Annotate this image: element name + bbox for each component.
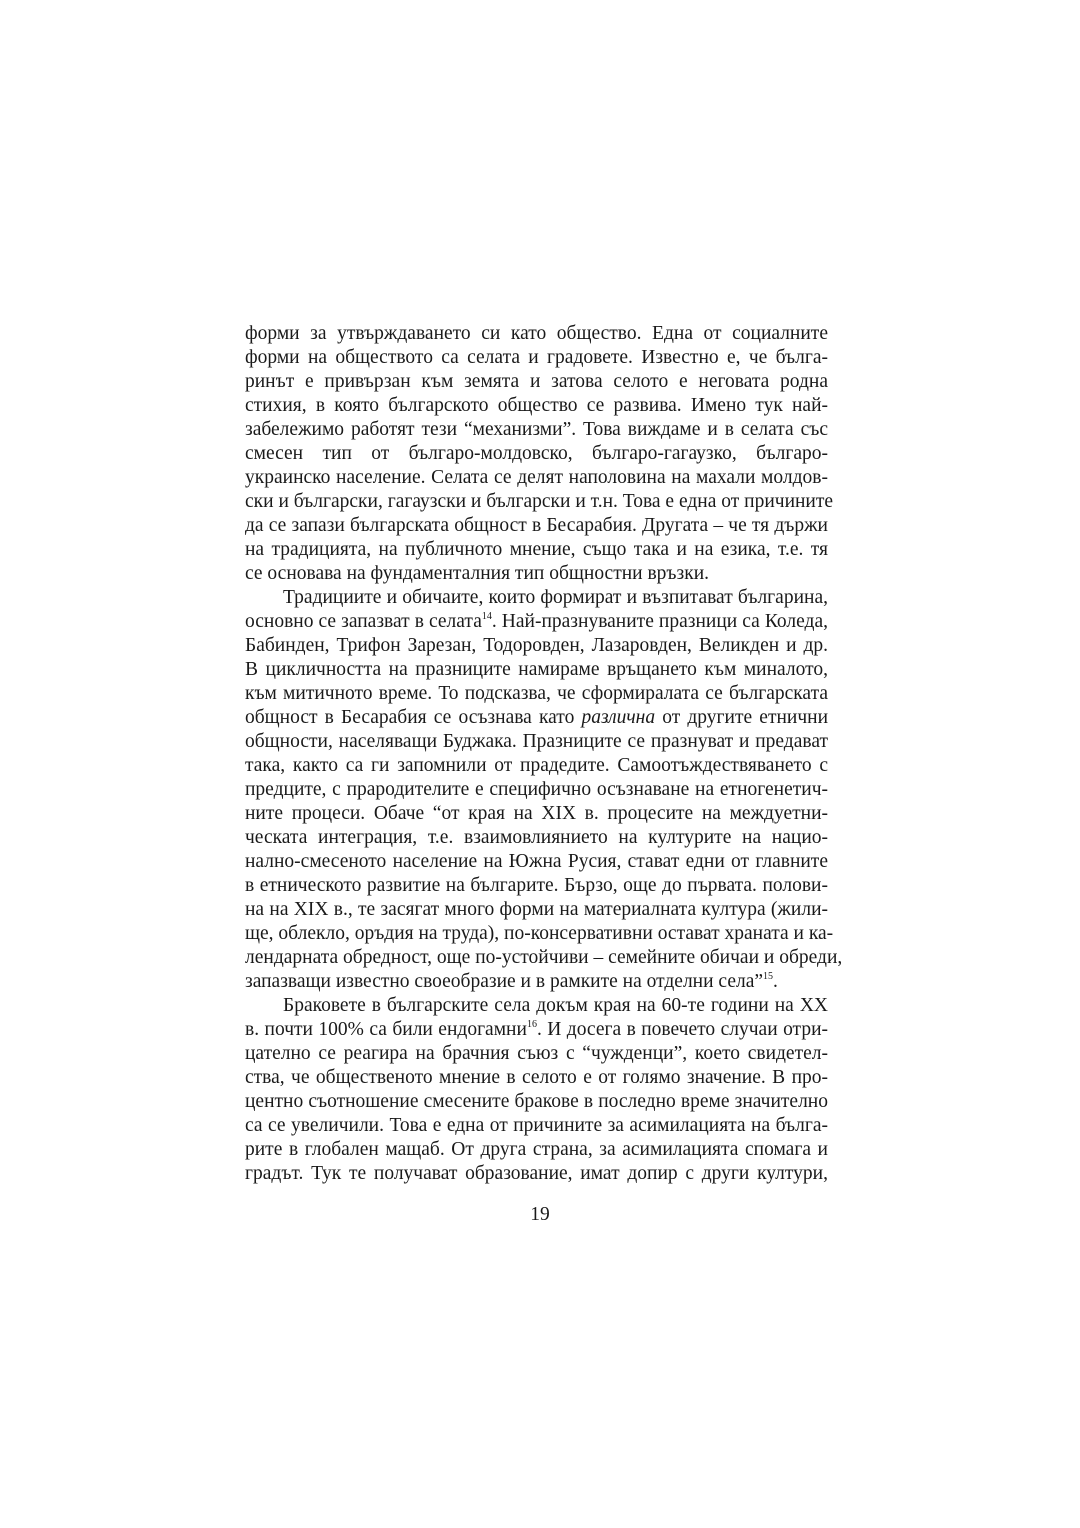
text-line: цателно се реагира на брачния съюз с “чужденци”, което свидетел- — [245, 1043, 828, 1064]
text-line: лендарната обредност, още по-устойчиви – семейните обичаи и обреди, — [245, 947, 843, 968]
text-line: на традицията, на публичното мнение, също така и на езика, т.е. тя — [245, 539, 828, 560]
text-line: центно съотношение смесените бракове в последно време значително — [245, 1091, 828, 1112]
text-line: форми на обществото са селата и градовете. Известно е, че бълга- — [245, 347, 828, 368]
text-line: градът. Тук те получават образование, имат допир с други култури, — [245, 1163, 828, 1184]
text-line: ства, че общественото мнение в селото е от голямо значение. В про- — [245, 1067, 828, 1088]
text-line: рите в глобален мащаб. От друга страна, за асимилацията спомага и — [245, 1139, 828, 1160]
footnote-marker: 15 — [763, 971, 774, 982]
text-line: в етническото развитие на българите. Бързо, още до първата. полови- — [245, 875, 828, 896]
text-line: ните процеси. Обаче “от края на XIX в. процесите на междуетни- — [245, 803, 828, 824]
text-line: в. почти 100% са били ендогамни$^{16}$. И досега в повечето случаи отри- — [245, 1019, 829, 1040]
text-line: запазващи известно своеобразие и в рамките на отделни села”$^{15}$. — [245, 971, 778, 992]
text-line: общности, населяващи Буджака. Празниците се празнуват и предават — [245, 731, 828, 752]
text-line: ринът е привързан към земята и затова селото е неговата родна — [245, 371, 828, 392]
text-line: общност в Бесарабия се осъзнава като различна от другите етнични — [245, 707, 829, 728]
footnote-marker: 16 — [526, 1019, 537, 1030]
text-line: към митичното време. То подсказва, че сформиралата се българската — [245, 683, 828, 704]
text-line: украинско население. Селата се делят наполовина на махали молдов- — [245, 467, 828, 488]
paragraph — [245, 322, 834, 586]
page-number: 19 — [530, 1204, 550, 1225]
body-text — [245, 322, 843, 1186]
text-line: се основава на фундаменталния тип общностни връзки. — [245, 563, 710, 584]
text-line: форми за утвърждаването си като общество. Една от социалните — [245, 323, 828, 344]
text-line: ческата интеграция, т.е. взаимовлиянието на културите на нацио- — [245, 827, 828, 848]
text-line: да се запази българската общност в Бесарабия. Другата – че тя държи — [245, 515, 828, 536]
text-line: В цикличността на празниците намираме връщането към миналото, — [245, 659, 828, 680]
text-line: са се увеличили. Това е една от причините за асимилацията на бълга- — [245, 1115, 828, 1136]
emphasis-text: различна — [581, 707, 656, 728]
text-line: ще, облекло, оръдия на труда), по-консервативни остават храната и ка- — [245, 923, 834, 944]
paragraph — [245, 994, 828, 1186]
footnote-marker: 14 — [481, 611, 492, 622]
text-line: на на XIX в., те засягат много форми на материалната култура (жили- — [245, 899, 828, 920]
text-line: забележимо работят тези “механизми”. Това виждаме и в селата със — [245, 419, 828, 440]
text-line: Традициите и обичаите, които формират и възпитават българина, — [283, 587, 828, 608]
text-line: предците, с прародителите е специфично осъзнаване на етногенетич- — [245, 779, 828, 800]
text-line: основно се запазват в селата$^{14}$. Най-празнуваните празници са Коледа, — [245, 611, 828, 632]
text-line: ски и български, гагаузски и български и т.н. Това е една от причините — [245, 491, 834, 512]
text-line: Бабинден, Трифон Зарезан, Тодоровден, Лазаровден, Великден и др. — [245, 635, 828, 656]
text-line: Браковете в българските села докъм края на 60-те години на XX — [283, 995, 828, 1016]
text-line: смесен тип от българо-молдовско, българо-гагаузко, българо- — [245, 443, 828, 464]
text-line: така, както са ги запомнили от прадедите. Самоотъждествяването с — [245, 755, 828, 776]
text-line: стихия, в която българското общество се развива. Имено тук най- — [245, 395, 828, 416]
paragraph — [245, 586, 843, 994]
text-line: нално-смесеното население на Южна Русия, стават едни от главните — [245, 851, 828, 872]
